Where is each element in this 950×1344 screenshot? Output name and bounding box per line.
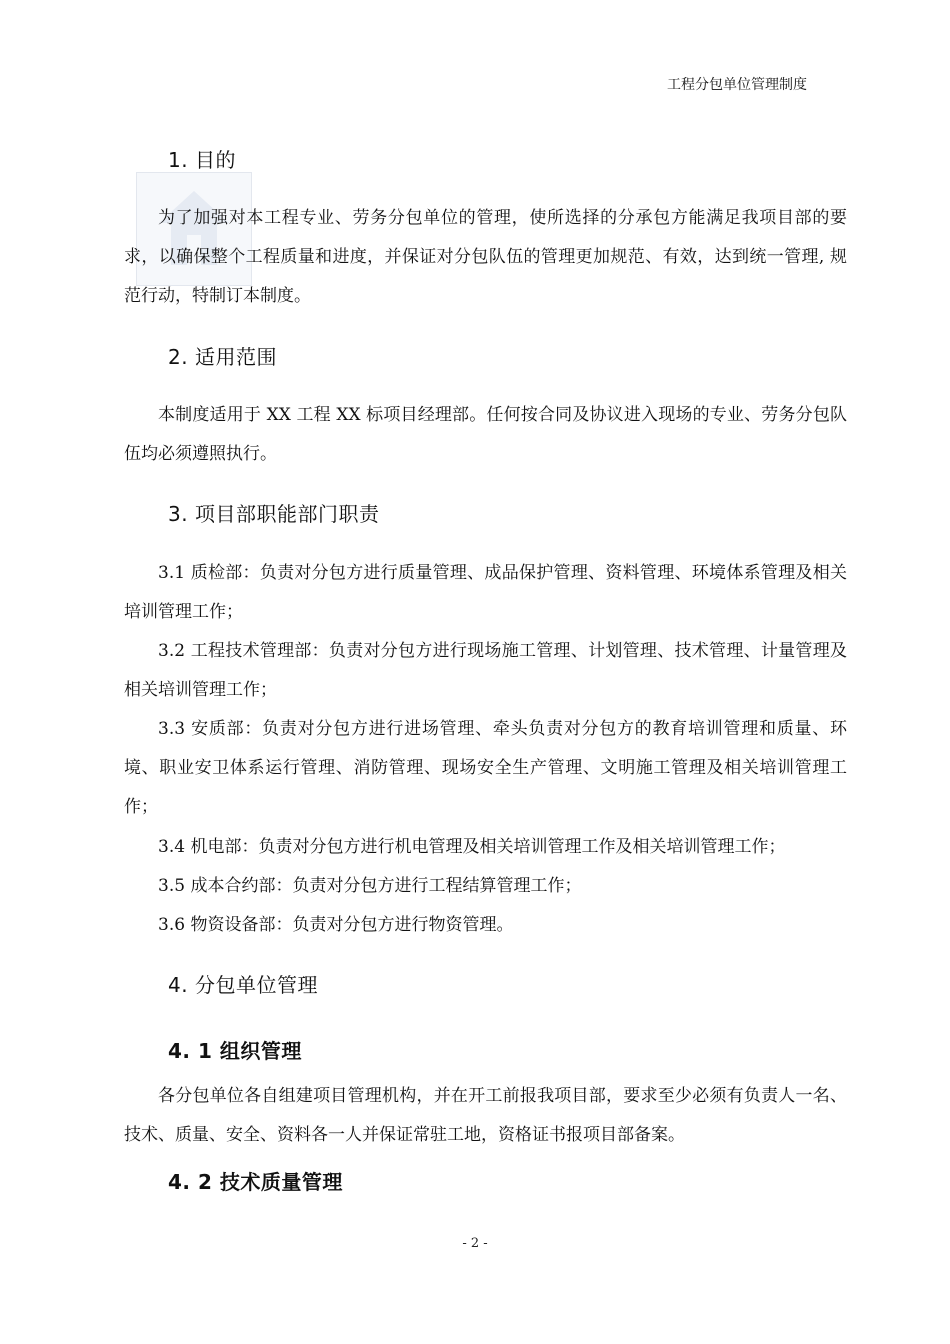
duty-item-3-3: 3.3 安质部：负责对分包方进行进场管理、牵头负责对分包方的教育培训管理和质量、环境、职业安卫体系运行管理、消防管理、现场安全生产管理、文明施工管理及相关培训管理工作； [124,719,847,817]
page-number: - 2 - [462,1236,488,1251]
duty-item-3-1: 3.1 质检部：负责对分包方进行质量管理、成品保护管理、资料管理、环境体系管理及相关培训管理工作； [124,563,847,622]
subsection-heading-technical-quality: 4. 2 技术质量管理 [168,1170,343,1194]
duty-item-3-2: 3.2 工程技术管理部：负责对分包方进行现场施工管理、计划管理、技术管理、计量管理及相关培训管理工作； [124,641,847,700]
duty-item-3-5: 3.5 成本合约部：负责对分包方进行工程结算管理工作； [158,876,582,896]
section-body-scope: 本制度适用于 XX 工程 XX 标项目经理部。任何按合同及协议进入现场的专业、劳务分包队伍均必须遵照执行。 [124,405,847,464]
duty-item-3-6: 3.6 物资设备部：负责对分包方进行物资管理。 [158,915,514,935]
section-body-purpose: 为了加强对本工程专业、劳务分包单位的管理，使所选择的分承包方能满足我项目部的要求，以确保整个工程质量和进度，并保证对分包队伍的管理更加规范、有效，达到统一管理, 规范行动，特制订本制度。 [124,208,847,306]
section-heading-subcontractor-management: 4. 分包单位管理 [168,973,318,997]
running-header: 工程分包单位管理制度 [667,77,807,93]
section-heading-duties: 3. 项目部职能部门职责 [168,502,380,526]
section-heading-scope: 2. 适用范围 [168,345,277,369]
subsection-heading-organization: 4. 1 组织管理 [168,1039,302,1063]
duty-item-3-4: 3.4 机电部：负责对分包方进行机电管理及相关培训管理工作及相关培训管理工作； [158,837,786,857]
subsection-body-organization: 各分包单位各自组建项目管理机构，并在开工前报我项目部，要求至少必须有负责人一名、技术、质量、安全、资料各一人并保证常驻工地，资格证书报项目部备案。 [124,1086,847,1145]
section-heading-purpose: 1. 目的 [168,148,236,172]
